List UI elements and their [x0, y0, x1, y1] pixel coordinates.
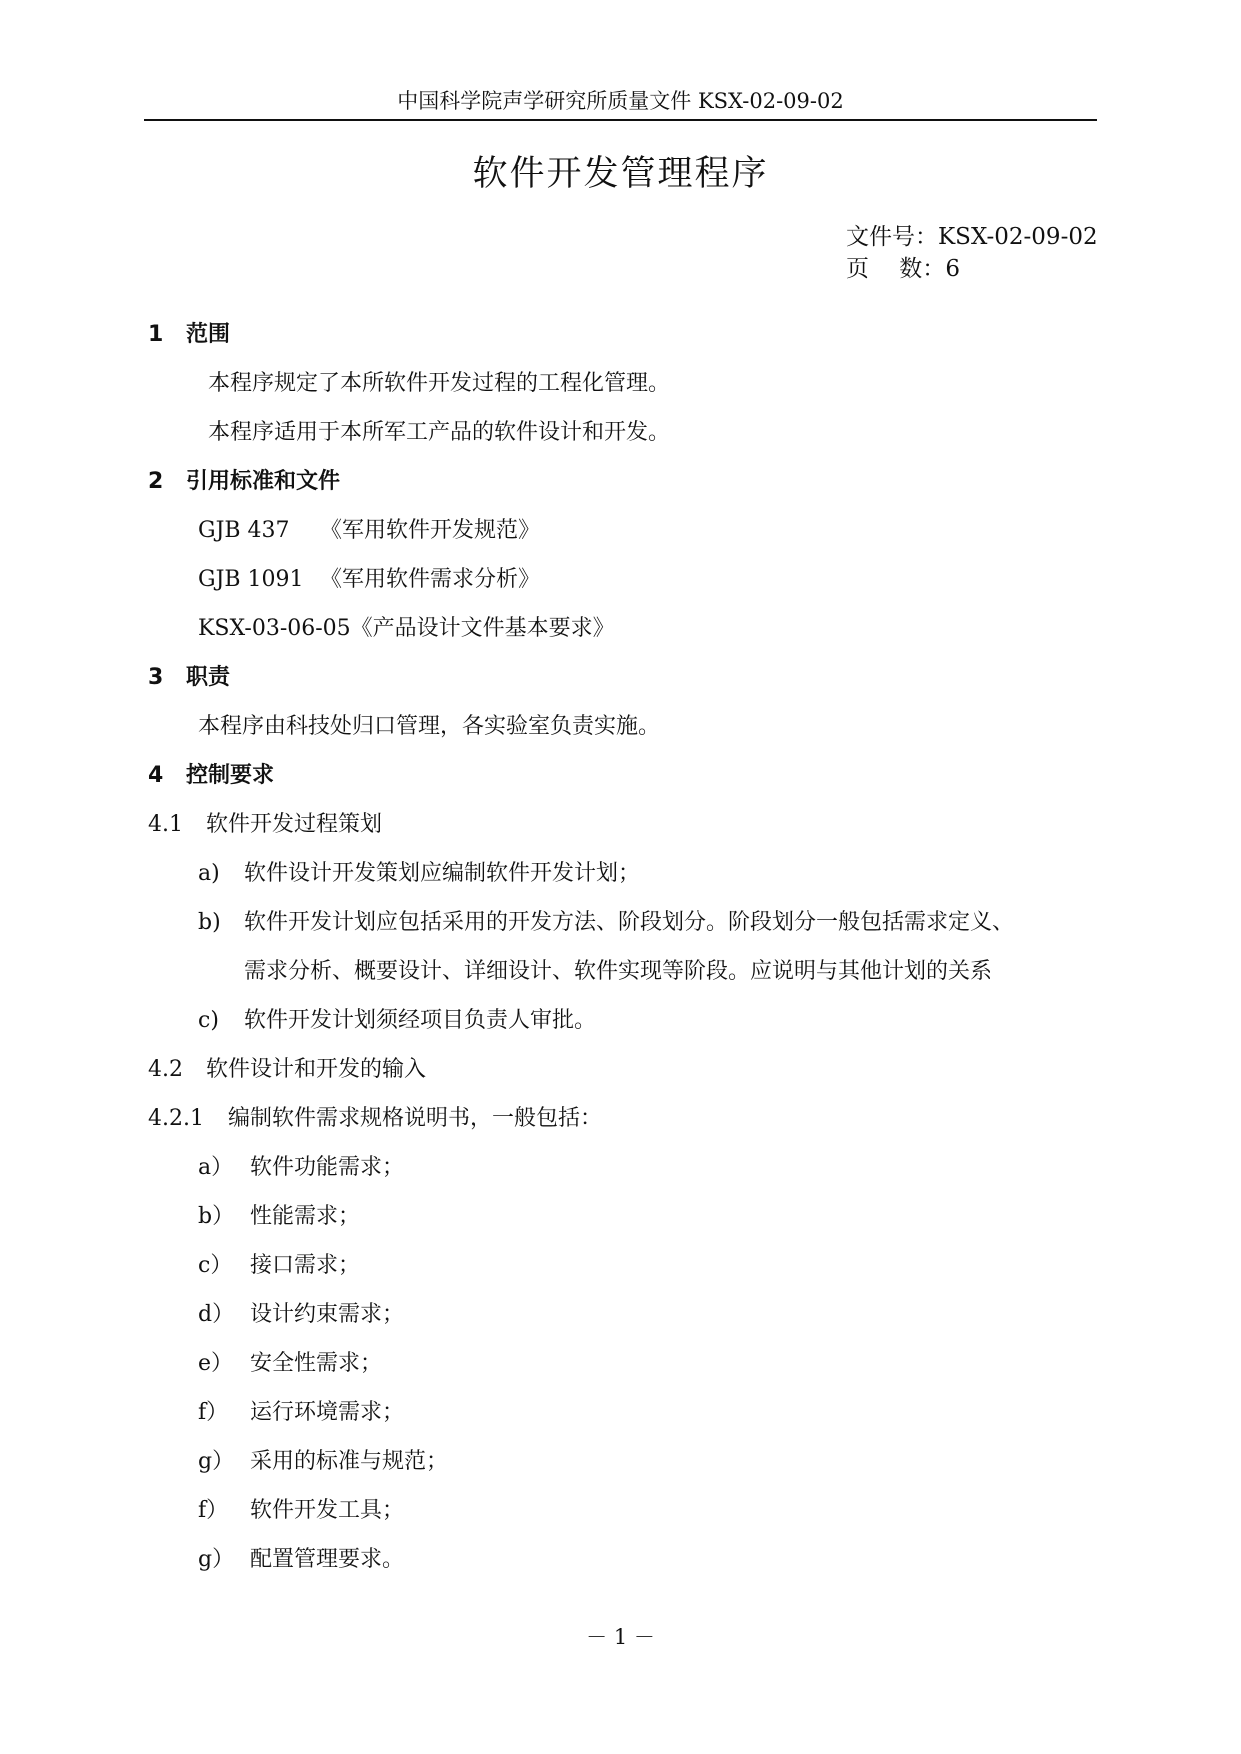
- subsection-number: 4.2.1: [148, 1106, 204, 1131]
- list-item: [198, 859, 640, 889]
- subsection-4-2-1-heading: [148, 1104, 602, 1134]
- reference-name: 《军用软件开发规范》: [320, 518, 541, 543]
- list-item: [198, 1006, 596, 1036]
- section-number: 4: [148, 763, 164, 788]
- reference-item: [198, 516, 540, 546]
- subsection-4-1-heading: [148, 810, 382, 840]
- section-number: 2: [148, 469, 164, 494]
- list-text: 软件开发工具；: [250, 1498, 405, 1523]
- list-text: 接口需求；: [250, 1253, 361, 1278]
- page-header: 中国科学院声学研究所质量文件 KSX-02-09-02: [397, 89, 844, 113]
- section-4-heading: [148, 761, 274, 791]
- list-item: [198, 1153, 404, 1183]
- subsection-title: 软件开发过程策划: [206, 812, 383, 837]
- section-title: 范围: [186, 322, 231, 347]
- list-item-continuation: 需求分析、概要设计、详细设计、软件实现等阶段。应说明与其他计划的关系: [244, 959, 993, 984]
- reference-code: KSX-03-06-05: [198, 616, 351, 641]
- doc-number: [846, 222, 1098, 252]
- list-text: 软件开发计划应包括采用的开发方法、阶段划分。阶段划分一般包括需求定义、: [244, 910, 1015, 935]
- page-count-label: 页 数：: [846, 256, 946, 282]
- page-count: [846, 254, 960, 284]
- list-marker: c): [198, 1008, 219, 1033]
- subsection-title: 编制软件需求规格说明书，一般包括：: [228, 1106, 603, 1131]
- section-title: 控制要求: [186, 763, 275, 788]
- list-text: 采用的标准与规范；: [250, 1449, 449, 1474]
- page-number: － 1 －: [586, 1625, 655, 1649]
- section-3-paragraph-1: 本程序由科技处归口管理，各实验室负责实施。: [198, 714, 661, 739]
- list-item: [198, 1251, 360, 1281]
- header-rule: [144, 119, 1097, 121]
- section-number: 1: [148, 322, 164, 347]
- section-2-heading: [148, 467, 340, 497]
- list-marker: f）: [198, 1498, 229, 1523]
- section-title: 职责: [186, 665, 231, 690]
- list-marker: g）: [198, 1449, 235, 1474]
- subsection-4-2-heading: [148, 1055, 426, 1085]
- doc-number-label: 文件号：: [846, 224, 938, 250]
- reference-name: 《产品设计文件基本要求》: [350, 616, 615, 641]
- section-number: 3: [148, 665, 164, 690]
- reference-item: [198, 565, 540, 595]
- reference-code: GJB 1091: [198, 567, 304, 592]
- list-item: [198, 1447, 448, 1477]
- list-text: 设计约束需求；: [250, 1302, 405, 1327]
- list-marker: a）: [198, 1155, 234, 1180]
- list-text: 性能需求；: [250, 1204, 361, 1229]
- list-marker: d）: [198, 1302, 235, 1327]
- list-item: [198, 1398, 404, 1428]
- list-marker: a): [198, 861, 220, 886]
- list-marker: b）: [198, 1204, 235, 1229]
- list-marker: c）: [198, 1253, 233, 1278]
- subsection-number: 4.2: [148, 1057, 183, 1082]
- list-text: 软件功能需求；: [250, 1155, 405, 1180]
- section-1-paragraph-1: 本程序规定了本所软件开发过程的工程化管理。: [208, 371, 671, 396]
- doc-number-value: KSX-02-09-02: [938, 224, 1098, 250]
- list-text: 软件设计开发策划应编制软件开发计划；: [244, 861, 641, 886]
- list-text: 软件开发计划须经项目负责人审批。: [244, 1008, 597, 1033]
- list-marker: g）: [198, 1547, 235, 1572]
- section-3-heading: [148, 663, 230, 693]
- reference-item: [198, 614, 615, 644]
- document-title: 软件开发管理程序: [472, 154, 769, 194]
- page-count-value: 6: [945, 256, 960, 282]
- reference-code: GJB 437: [198, 518, 290, 543]
- list-marker: b): [198, 910, 221, 935]
- reference-name: 《军用软件需求分析》: [320, 567, 541, 592]
- section-title: 引用标准和文件: [186, 469, 341, 494]
- list-marker: f）: [198, 1400, 229, 1425]
- list-item: [198, 1300, 404, 1330]
- subsection-number: 4.1: [148, 812, 183, 837]
- list-text: 安全性需求；: [250, 1351, 383, 1376]
- list-item: [198, 908, 1014, 938]
- list-text: 运行环境需求；: [250, 1400, 405, 1425]
- list-item: [198, 1202, 360, 1232]
- section-1-heading: [148, 320, 230, 350]
- section-1-paragraph-2: 本程序适用于本所军工产品的软件设计和开发。: [208, 420, 671, 445]
- list-text: 配置管理要求。: [250, 1547, 405, 1572]
- list-item: [198, 1545, 404, 1575]
- list-item: [198, 1496, 404, 1526]
- subsection-title: 软件设计和开发的输入: [206, 1057, 427, 1082]
- list-item: [198, 1349, 382, 1379]
- list-marker: e）: [198, 1351, 234, 1376]
